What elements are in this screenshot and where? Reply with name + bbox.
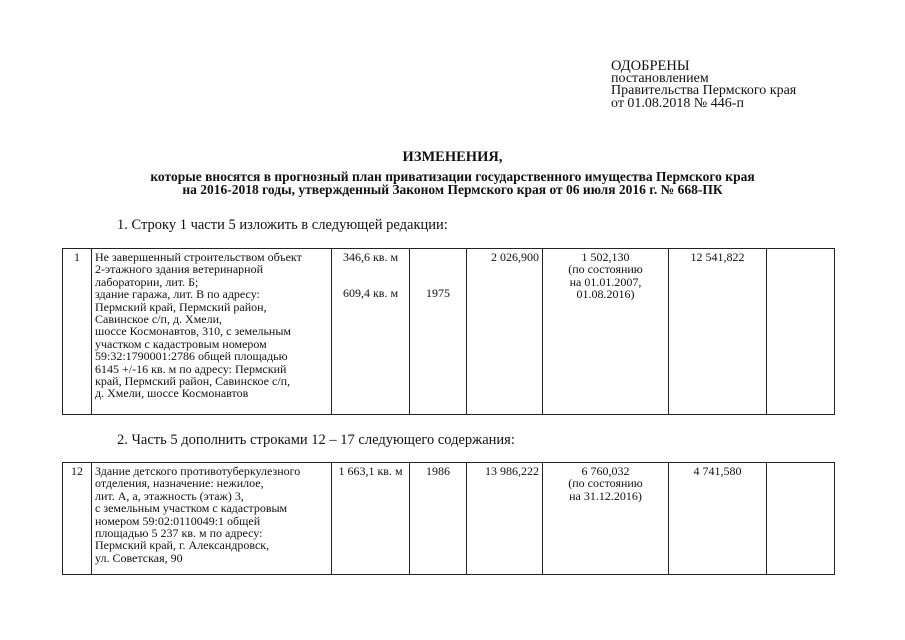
value-2-line: 6 760,032: [581, 464, 630, 478]
changes-table-2: [62, 462, 835, 575]
description-line: Савинское с/п, д. Хмели,: [95, 312, 223, 327]
description-line: 2-этажного здания ветеринарной: [95, 262, 264, 277]
object-description: [92, 249, 332, 415]
area-value-1: 346,6 кв. м: [342, 250, 399, 264]
object-description: [92, 463, 332, 575]
value-2-line: на 31.12.2016): [569, 488, 642, 503]
description-line: д. Хмели, шоссе Космонавтов: [95, 386, 249, 401]
description-line: здание гаража, лит. В по адресу:: [95, 287, 260, 302]
table-row: [63, 249, 835, 415]
empty-cell: [767, 249, 835, 415]
area-value-2: 609,4 кв. м: [342, 286, 399, 301]
description-line: с земельным участком с кадастровым: [95, 501, 288, 516]
description-line: Здание детского противотуберкулезного: [95, 464, 301, 478]
empty-cell: [767, 463, 835, 575]
changes-table-1: [62, 248, 835, 415]
description-line: лит. А, а, этажность (этаж) 3,: [95, 488, 244, 503]
year-value: 1975: [426, 286, 450, 300]
value-cell-1: 13 986,222: [467, 463, 543, 575]
table-row: [63, 463, 835, 575]
description-line: Не завершенный строительством объект: [95, 250, 302, 264]
value-2-line: на 01.01.2007,: [569, 274, 642, 289]
value-2-line: (по состоянию: [568, 262, 643, 277]
area-cell: [332, 249, 410, 415]
value-cell-3: 4 741,580: [669, 463, 767, 575]
instruction-2: 2. Часть 5 дополнить строками 12 – 17 следующего содержания:: [117, 432, 515, 448]
description-line: отделения, назначение: нежилое,: [95, 476, 264, 491]
description-line: 59:32:1790001:2786 общей площадью: [95, 349, 288, 364]
year-cell: [410, 249, 467, 415]
description-line: шоссе Космонавтов, 310, с земельным: [95, 324, 292, 339]
description-line: ул. Советская, 90: [95, 550, 183, 565]
value-cell-1: 2 026,900: [467, 249, 543, 415]
value-cell-3: 12 541,822: [669, 249, 767, 415]
description-line: площадью 5 237 кв. м по адресу:: [95, 526, 263, 541]
description-line: Пермский край, г. Александровск,: [95, 538, 270, 553]
instruction-1: 1. Строку 1 части 5 изложить в следующей редакции:: [117, 217, 448, 233]
description-line: участком с кадастровым номером: [95, 336, 267, 351]
description-line: 6145 +/-16 кв. м по адресу: Пермский: [95, 361, 287, 376]
value-2-line: 1 502,130: [581, 250, 630, 264]
approval-line-1: ОДОБРЕНЫ: [611, 58, 690, 74]
value-cell-2: [543, 463, 669, 575]
description-line: край, Пермский район, Савинское с/п,: [95, 374, 291, 389]
approval-block: [611, 60, 796, 110]
document-subtitle-line-1: которые вносятся в прогнозный план приватизации государственного имущества Пермского края: [150, 169, 755, 184]
area-cell: 1 663,1 кв. м: [332, 463, 410, 575]
description-line: лаборатории, лит. Б;: [95, 274, 199, 289]
approval-line-4: от 01.08.2018 № 446-п: [611, 95, 744, 111]
description-line: номером 59:02:0110049:1 общей: [95, 513, 261, 528]
year-cell: 1986: [410, 463, 467, 575]
document-subtitle-line-2: на 2016-2018 годы, утвержденный Законом Пермского края от 06 июля 2016 г. № 668-ПК: [182, 182, 723, 197]
description-line: Пермский край, Пермский район,: [95, 299, 267, 314]
row-number: 1: [63, 249, 92, 415]
value-cell-2: [543, 249, 669, 415]
document-title: ИЗМЕНЕНИЯ,: [402, 149, 503, 165]
approval-line-3: Правительства Пермского края: [611, 83, 797, 98]
row-number: 12: [63, 463, 92, 575]
value-2-line: 01.08.2016): [576, 287, 635, 302]
approval-line-2: постановлением: [611, 70, 709, 86]
value-2-line: (по состоянию: [568, 476, 643, 491]
